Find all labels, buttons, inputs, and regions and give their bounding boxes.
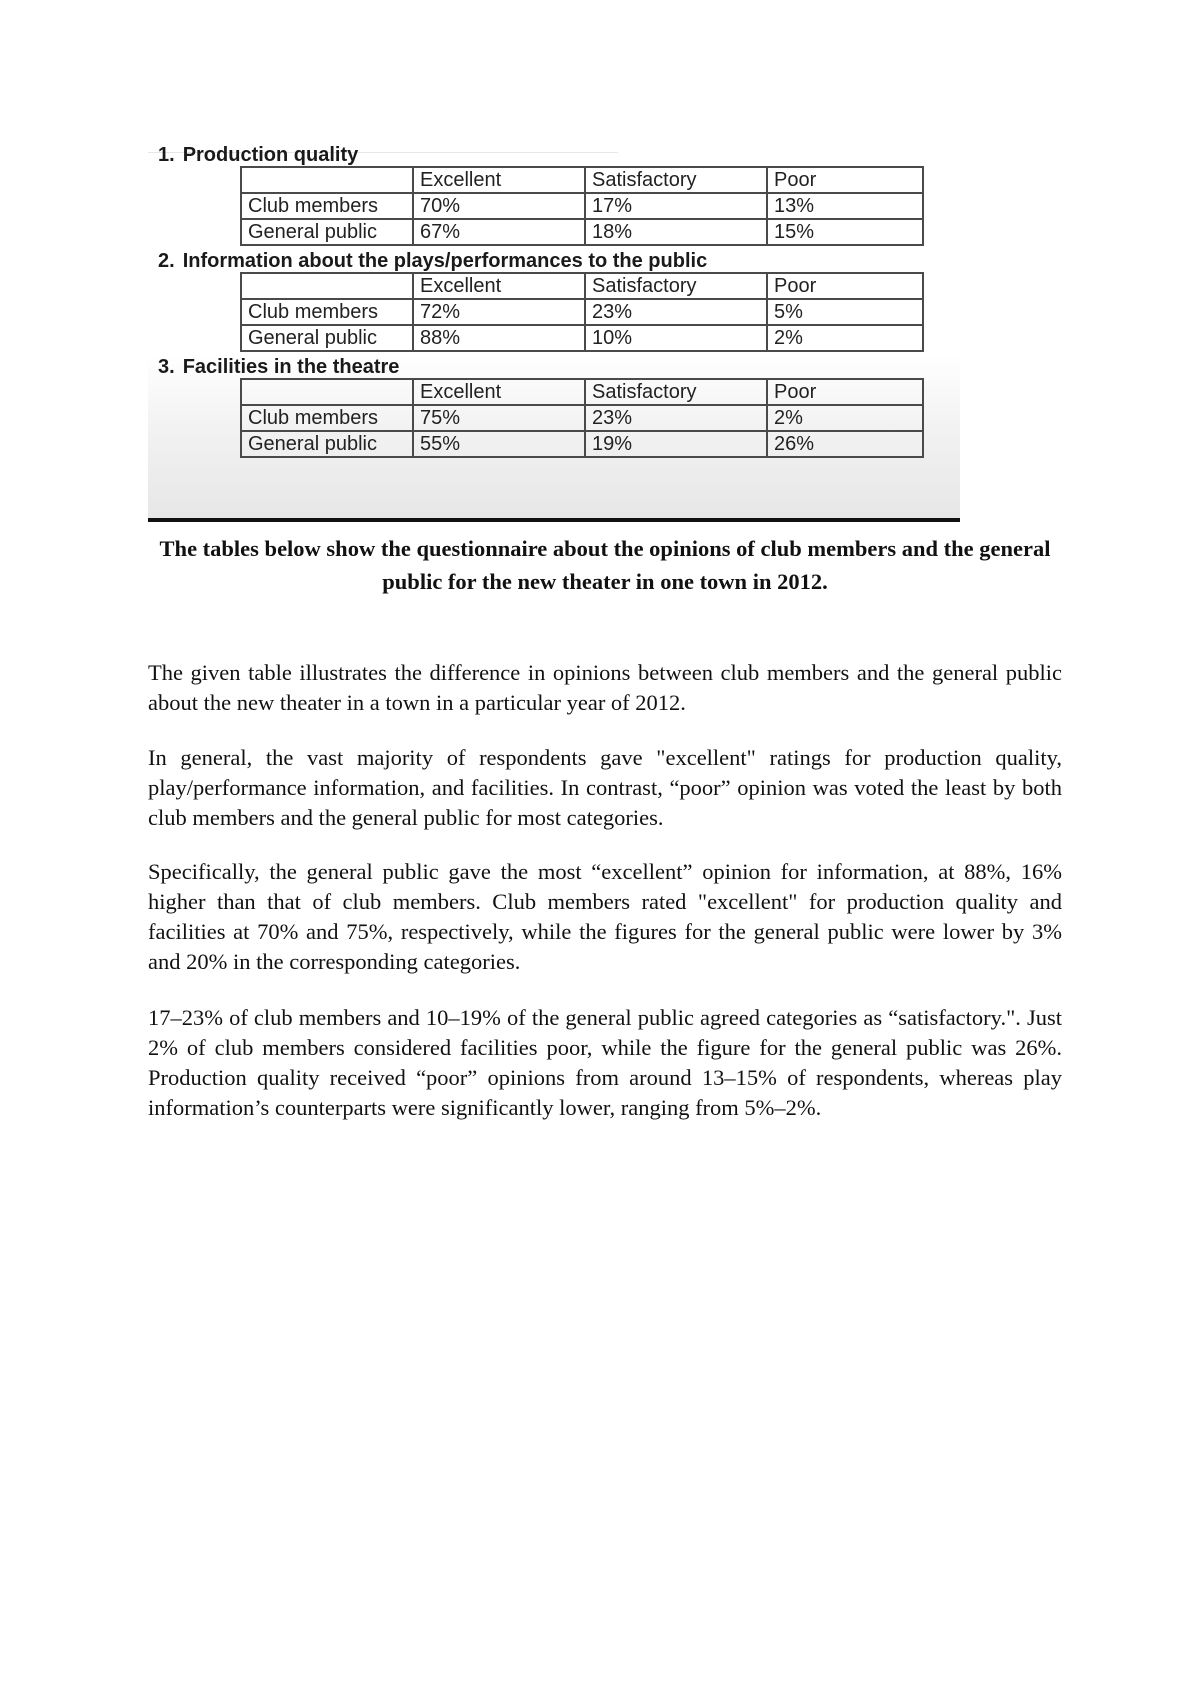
header-cell-satisfactory: Satisfactory: [585, 167, 767, 193]
header-cell-excellent: Excellent: [413, 273, 585, 299]
header-cell-poor: Poor: [767, 379, 923, 405]
section-title: Information about the plays/performances to the public: [182, 250, 708, 272]
table-row: [241, 325, 923, 351]
row-label: Club members: [241, 299, 413, 325]
table-cell: 67%: [413, 219, 585, 245]
header-cell-satisfactory: Satisfactory: [585, 273, 767, 299]
figure-caption: The tables below show the questionnaire about the opinions of club members and the general public for the new theater in one town in 2012.: [159, 536, 1051, 594]
header-cell-empty: [241, 273, 413, 299]
table-cell: 72%: [413, 299, 585, 325]
table-row: [241, 299, 923, 325]
header-cell-empty: [241, 167, 413, 193]
table-header-row: [241, 379, 923, 405]
header-cell-excellent: Excellent: [413, 379, 585, 405]
table-cell: 23%: [585, 299, 767, 325]
table-cell: 18%: [585, 219, 767, 245]
section-number: 3.: [158, 356, 175, 378]
header-cell-excellent: Excellent: [413, 167, 585, 193]
section-heading-facilities: [158, 356, 399, 379]
paragraph-introduction: The given table illustrates the difference in opinions between club members and the general public about the new theater in a town in a particular year of 2012.: [148, 660, 1062, 715]
section-heading-information: [158, 250, 707, 273]
table-cell: 2%: [767, 405, 923, 431]
table-cell: 10%: [585, 325, 767, 351]
section-number: 1.: [158, 144, 175, 166]
table-header-row: [241, 273, 923, 299]
table-cell: 88%: [413, 325, 585, 351]
row-label: Club members: [241, 193, 413, 219]
row-label: General public: [241, 431, 413, 457]
row-label: General public: [241, 325, 413, 351]
table-information: [240, 272, 924, 352]
table-cell: 19%: [585, 431, 767, 457]
table-cell: 5%: [767, 299, 923, 325]
header-cell-poor: Poor: [767, 273, 923, 299]
table-row: [241, 405, 923, 431]
table-row: [241, 431, 923, 457]
table-cell: 15%: [767, 219, 923, 245]
row-label: General public: [241, 219, 413, 245]
table-cell: 2%: [767, 325, 923, 351]
table-production-quality: [240, 166, 924, 246]
table-row: [241, 219, 923, 245]
table-header-row: [241, 167, 923, 193]
image-bottom-rule: [148, 518, 960, 522]
table-row: [241, 193, 923, 219]
paragraph-details-excellent: Specifically, the general public gave the most “excellent” opinion for information, at 88%, 16% higher than that of club members. Club members rated "excellent" for production quality and facilities at 70% and 75%, respectively, while the figures for the general public were lower by 3% and 20% in the corresponding categories.: [148, 859, 1062, 974]
section-title: Production quality: [182, 144, 359, 166]
table-cell: 55%: [413, 431, 585, 457]
row-label: Club members: [241, 405, 413, 431]
header-cell-satisfactory: Satisfactory: [585, 379, 767, 405]
table-cell: 70%: [413, 193, 585, 219]
table-cell: 75%: [413, 405, 585, 431]
section-title: Facilities in the theatre: [182, 356, 400, 378]
table-cell: 13%: [767, 193, 923, 219]
table-cell: 23%: [585, 405, 767, 431]
header-cell-empty: [241, 379, 413, 405]
table-cell: 26%: [767, 431, 923, 457]
header-cell-poor: Poor: [767, 167, 923, 193]
paragraph-overview: In general, the vast majority of respondents gave "excellent" ratings for production quality, play/performance information, and facilities. In contrast, “poor” opinion was voted the least by both club members and the general public for most categories.: [148, 745, 1062, 830]
table-facilities: [240, 378, 924, 458]
survey-tables-image: [148, 144, 960, 522]
section-heading-production-quality: [158, 144, 358, 167]
table-cell: 17%: [585, 193, 767, 219]
paragraph-details-satisfactory-poor: 17–23% of club members and 10–19% of the general public agreed categories as “satisfactory.". Just 2% of club members considered facilities poor, while the figure for the general public was 26%. Production quality received “poor” opinions from around 13–15% of respondents, whereas play information’s counterparts were significantly lower, ranging from 5%–2%.: [148, 1005, 1062, 1120]
section-number: 2.: [158, 250, 175, 272]
